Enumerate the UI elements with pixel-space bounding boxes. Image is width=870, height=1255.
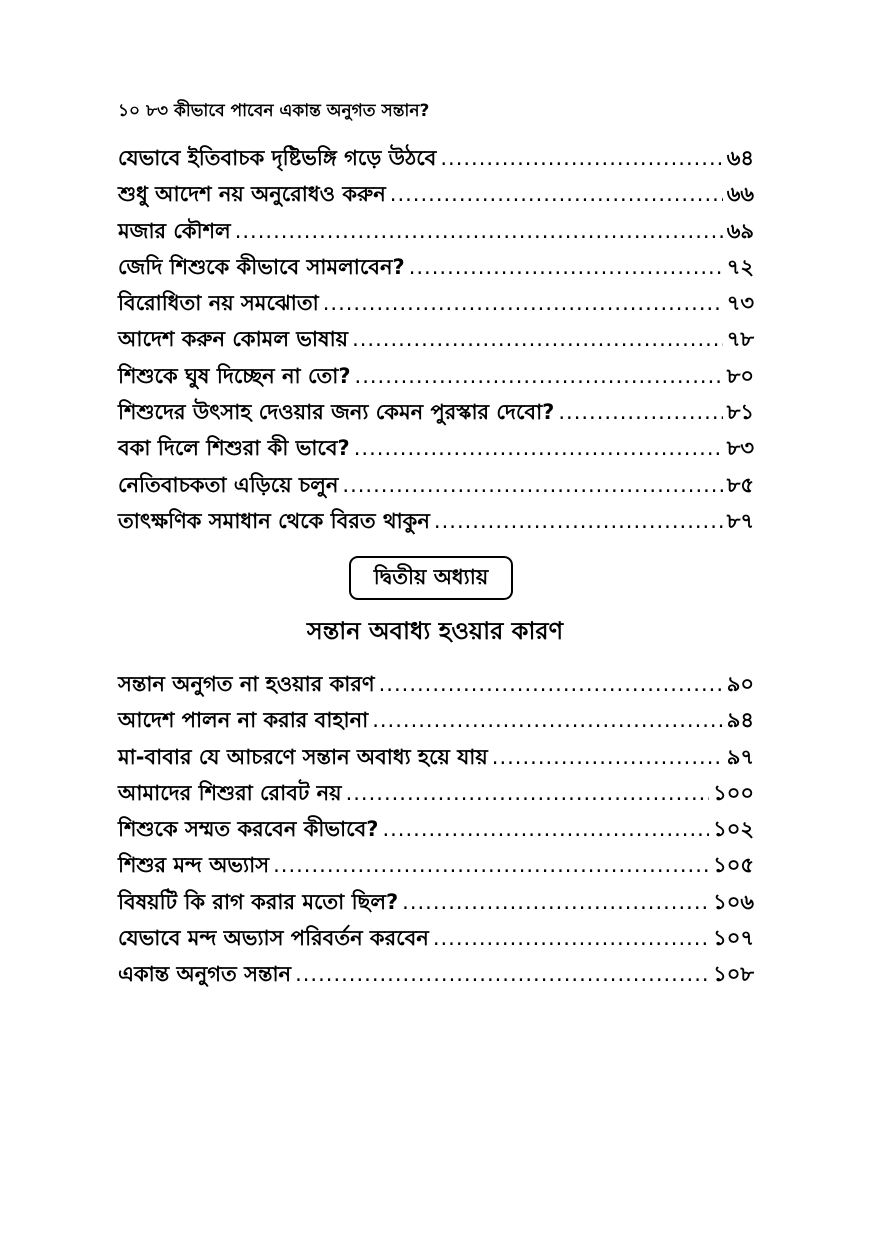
dot-leader xyxy=(323,291,723,315)
toc-page-number: ৭৮ xyxy=(726,327,754,352)
toc-row xyxy=(118,777,754,813)
toc-page-number: ৮৩ xyxy=(726,436,754,461)
toc-title: আমাদের শিশুরা রোবট নয় xyxy=(118,780,342,805)
toc-title: আদেশ করুন কোমল ভাষায় xyxy=(118,327,349,352)
dot-leader xyxy=(492,745,723,769)
dot-leader xyxy=(342,473,722,497)
toc-title: যেভাবে মন্দ অভ্যাস পরিবর্তন করবেন xyxy=(118,926,429,951)
toc-row xyxy=(118,469,754,505)
toc-title: যেভাবে ইতিবাচক দৃষ্টিভঙ্গি গড়ে উঠবে xyxy=(118,146,437,170)
toc-title: একান্ত অনুগত সন্তান xyxy=(118,962,292,987)
toc-row xyxy=(118,142,754,178)
dot-leader xyxy=(372,708,723,732)
toc-page-number: ৯৭ xyxy=(726,744,754,769)
toc-title: শিশুদের উৎসাহ দেওয়ার জন্য কেমন পুরস্কার দেবো? xyxy=(118,400,555,425)
toc-page-number: ৮৫ xyxy=(726,472,754,497)
toc-row xyxy=(118,323,754,359)
toc-page-number: ৮০ xyxy=(726,363,754,388)
dot-leader xyxy=(434,509,723,533)
toc-title: বকা দিলে শিশুরা কী ভাবে? xyxy=(118,436,350,461)
toc-row xyxy=(118,287,754,323)
toc-title: আদেশ পালন না করার বাহানা xyxy=(118,708,369,733)
toc-row xyxy=(118,886,754,922)
toc-row xyxy=(118,360,754,396)
dot-leader xyxy=(390,182,723,206)
toc-title: বিরোধিতা নয় সমঝোতা xyxy=(118,291,319,316)
dot-leader xyxy=(433,926,709,950)
running-header: ১০ ৮৩ কীভাবে পাবেন একান্ত অনুগত সন্তান? xyxy=(118,101,430,121)
toc-row xyxy=(118,849,754,885)
toc-page-number: ১০০ xyxy=(713,780,754,805)
dot-leader xyxy=(558,400,722,424)
dot-leader xyxy=(235,219,723,243)
toc-page-number: ৮৭ xyxy=(726,508,754,533)
dot-leader xyxy=(409,255,723,279)
toc-list-first xyxy=(118,142,754,541)
toc-title: বিষয়টি কি রাগ করার মতো ছিল? xyxy=(118,889,399,914)
toc-row xyxy=(118,215,754,251)
toc-row xyxy=(118,741,754,777)
toc-page-number: ১০৭ xyxy=(713,926,754,951)
toc-page-number: ১০৮ xyxy=(713,962,754,987)
toc-page-number: ৯০ xyxy=(726,672,754,696)
chapter-label-box xyxy=(349,556,513,600)
dot-leader xyxy=(355,364,723,388)
toc-page-number: ৭৩ xyxy=(726,291,754,316)
toc-row xyxy=(118,178,754,214)
toc-title: শিশুকে সম্মত করবেন কীভাবে? xyxy=(118,817,379,842)
toc-title: শুধু আদেশ নয় অনুরোধও করুন xyxy=(118,182,386,207)
toc-page-number: ৯৪ xyxy=(726,708,754,733)
toc-row xyxy=(118,704,754,740)
dot-leader xyxy=(352,327,723,351)
dot-leader xyxy=(346,781,710,805)
dot-leader xyxy=(382,817,709,841)
toc-page-number: ৭২ xyxy=(726,254,754,279)
toc-page-number: ১০৬ xyxy=(713,889,754,914)
toc-row xyxy=(118,958,754,994)
dot-leader xyxy=(295,962,709,986)
toc-page-number: ১০৫ xyxy=(713,853,754,878)
dot-leader xyxy=(273,853,709,877)
toc-row xyxy=(118,251,754,287)
dot-leader xyxy=(402,890,709,914)
toc-page-number: ৮১ xyxy=(726,400,754,425)
toc-page-number: ৬৪ xyxy=(726,146,754,170)
toc-page-number: ১০২ xyxy=(713,817,754,842)
toc-title: জেদি শিশুকে কীভাবে সামলাবেন? xyxy=(118,254,405,279)
toc-title: নেতিবাচকতা এড়িয়ে চলুন xyxy=(118,472,339,497)
toc-row xyxy=(118,922,754,958)
toc-row xyxy=(118,668,754,704)
toc-title: শিশুকে ঘুষ দিচ্ছেন না তো? xyxy=(118,363,351,388)
toc-row xyxy=(118,432,754,468)
dot-leader xyxy=(354,436,723,460)
toc-list-second xyxy=(118,668,754,995)
dot-leader xyxy=(379,672,723,696)
toc-title: সন্তান অনুগত না হওয়ার কারণ xyxy=(118,672,375,696)
toc-title: তাৎক্ষণিক সমাধান থেকে বিরত থাকুন xyxy=(118,508,430,533)
toc-page-number: ৬৬ xyxy=(726,182,754,207)
toc-row xyxy=(118,813,754,849)
toc-title: মা-বাবার যে আচরণে সন্তান অবাধ্য হয়ে যায় xyxy=(118,744,488,769)
chapter-title: সন্তান অবাধ্য হওয়ার কারণ xyxy=(306,617,564,645)
toc-row xyxy=(118,505,754,541)
chapter-label: দ্বিতীয় অধ্যায় xyxy=(373,564,489,589)
toc-title: মজার কৌশল xyxy=(118,218,231,243)
toc-row xyxy=(118,396,754,432)
toc-title: শিশুর মন্দ অভ্যাস xyxy=(118,853,270,878)
toc-page-number: ৬৯ xyxy=(726,218,754,243)
dot-leader xyxy=(440,146,722,170)
